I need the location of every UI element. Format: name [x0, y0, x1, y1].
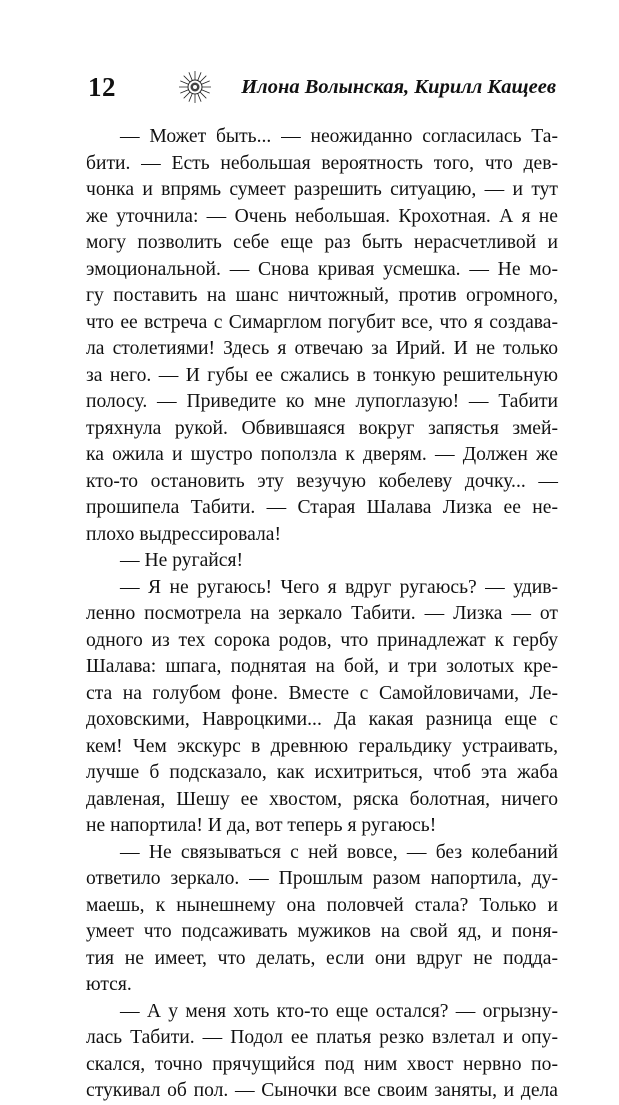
- text-line: бити. — Есть небольшая вероятность того, что дев-: [86, 152, 558, 174]
- text-line: ста на голубом фоне. Вместе с Самойловичами, Ле-: [86, 682, 558, 704]
- text-line: ла столетиями! Здесь я отвечаю за Ирий. И не только: [86, 338, 558, 359]
- sun-ornament-icon: [178, 70, 212, 104]
- text-line: эмоциональной. — Снова кривая усмешка. — Не мо-: [86, 258, 558, 280]
- text-line: тряхнула рукой. Обвившаяся вокруг запястья змей-: [86, 417, 558, 439]
- text-line: ленно посмотрела на зеркало Табити. — Лизка — от: [86, 603, 558, 624]
- text-line: кем! Чем экскурс в древнюю геральдику устраивать,: [86, 735, 558, 757]
- text-line: Шалава: шпага, поднятая на бой, и три золотых кре-: [86, 656, 558, 677]
- text-line: одного из тех сорока родов, что принадлежат к гербу: [86, 629, 558, 651]
- text-line: — Не связываться с ней вовсе, — без колебаний: [120, 841, 558, 863]
- text-line: лучше б подсказало, как исхитриться, чтоб эта жаба: [86, 762, 558, 783]
- text-line: — А у меня хоть кто-то еще остался? — огрызну-: [120, 1000, 558, 1022]
- page-header: [0, 70, 619, 110]
- text-line: ются.: [86, 974, 132, 995]
- text-line: плохо выдрессировала!: [86, 523, 282, 545]
- text-line: же уточнила: — Очень небольшая. Крохотная. А я не: [86, 205, 558, 227]
- sun-ornament-graphic: [178, 70, 212, 104]
- text-line: могу позволить себе еще раз быть нерасчетливой и: [86, 232, 558, 253]
- text-line: чонка и впрямь сумеет разрешить ситуацию, — и тут: [86, 179, 558, 200]
- text-line: гу поставить на шанс ничтожный, против огромного,: [86, 285, 558, 306]
- text-line: доховскими, Навроцкими... Да какая разница еще с: [86, 709, 558, 730]
- text-line: маешь, к нынешнему она половчей стала? Только и: [86, 894, 558, 916]
- text-line: тия не имеет, что делать, если они вдруг не подда-: [86, 947, 558, 969]
- text-line: — Не ругайся!: [120, 550, 244, 571]
- text-line: — Я не ругаюсь! Чего я вдруг ругаюсь? — удив-: [120, 576, 558, 598]
- text-line: что ее встреча с Симарглом погубит все, что я создава-: [86, 311, 558, 333]
- text-line: ответило зеркало. — Прошлым разом напортила, ду-: [86, 868, 558, 889]
- page-body-text: [86, 124, 558, 1105]
- text-line: давленая, Шешу ее хвостом, ряска болотная, ничего: [86, 788, 558, 810]
- text-line: скался, точно прячущийся под ним хвост нервно по-: [86, 1053, 558, 1075]
- text-line: полосу. — Приведите ко мне лупоглазую! — Табити: [86, 391, 558, 412]
- text-line: лась Табити. — Подол ее платья резко взлетал и опу-: [86, 1027, 558, 1048]
- text-line: прошипела Табити. — Старая Шалава Лизка ее не-: [86, 497, 558, 518]
- text-line: стукивал об пол. — Сыночки все своим заняты, и дела: [86, 1080, 558, 1101]
- running-title: Илона Волынская, Кирилл Кащеев: [241, 76, 556, 98]
- text-line: умеет что подсаживать мужиков на свой яд, и поня-: [86, 921, 558, 942]
- text-line: не напортила! И да, вот теперь я ругаюсь!: [86, 815, 437, 836]
- text-line: кто-то остановить эту везучую кобелеву дочку... —: [86, 470, 558, 492]
- text-line: за него. — И губы ее сжались в тонкую решительную: [86, 364, 558, 386]
- page-number: 12: [88, 72, 116, 102]
- text-line: — Может быть... — неожиданно согласилась Та-: [120, 126, 558, 147]
- text-line: ка ожила и шустро поползла к дверям. — Должен же: [86, 444, 558, 465]
